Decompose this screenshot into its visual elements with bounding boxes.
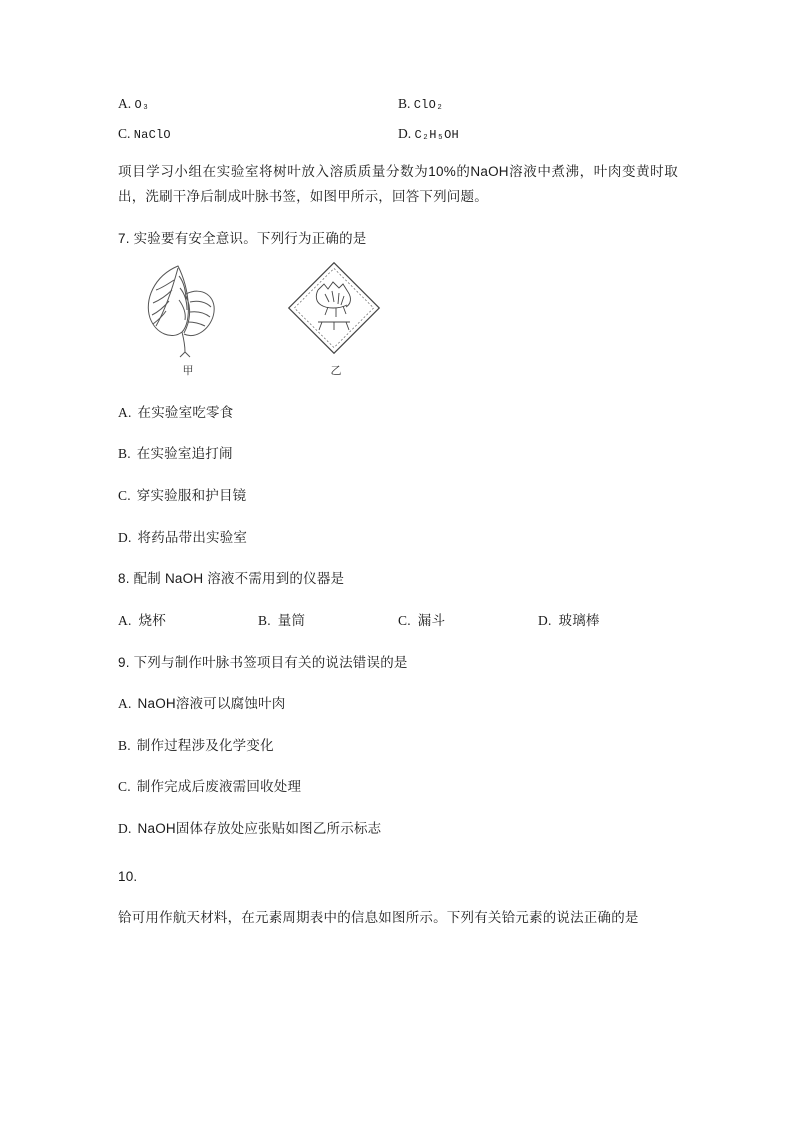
q9-choice-b-text: 制作过程涉及化学变化 bbox=[136, 737, 274, 753]
question-8-stem: 8. 配制 NaOH 溶液不需用到的仪器是 bbox=[118, 571, 345, 587]
q6-option-a-formula: O₃ bbox=[134, 98, 150, 112]
leaf-bookmark-drawing bbox=[128, 260, 248, 360]
q8-choice-c-text: 漏斗 bbox=[417, 612, 446, 628]
q9-choice-c-label: C. bbox=[118, 779, 131, 795]
q6-option-c bbox=[118, 126, 398, 142]
spacer bbox=[118, 384, 678, 400]
q9-choice-d-text: NaOH固体存放处应张贴如图乙所示标志 bbox=[137, 821, 382, 837]
spacer bbox=[118, 842, 678, 864]
q7-choice-a bbox=[118, 400, 678, 426]
q8-choices-row bbox=[118, 608, 678, 634]
leaf-bookmark-figure bbox=[128, 260, 248, 378]
q7-choice-c-text: 穿实验服和护目镜 bbox=[136, 487, 247, 503]
q6-option-a bbox=[118, 96, 398, 112]
q6-option-b bbox=[398, 96, 678, 112]
q8-choice-b-text: 量筒 bbox=[277, 612, 306, 628]
q8-choice-a-label: A. bbox=[118, 612, 132, 628]
corrosive-sign-drawing bbox=[276, 260, 396, 360]
q7-choice-b bbox=[118, 441, 678, 467]
q6-options-row-2 bbox=[118, 126, 678, 142]
question-10-number: 10. bbox=[118, 868, 138, 884]
q8-choice-c-label: C. bbox=[398, 612, 411, 628]
q9-choice-d bbox=[118, 816, 678, 842]
q7-choice-a-label: A. bbox=[118, 404, 132, 420]
q8-choice-b-label: B. bbox=[258, 612, 271, 628]
q8-choice-d-text: 玻璃棒 bbox=[558, 612, 600, 628]
leaf-bookmark-caption: 甲 bbox=[182, 364, 194, 377]
q6-option-c-label: C. bbox=[118, 126, 131, 142]
spacer bbox=[118, 210, 678, 226]
q7-choice-d-text: 将药品带出实验室 bbox=[137, 529, 248, 545]
q6-option-d-formula: C₂H₅OH bbox=[414, 128, 459, 143]
spacer bbox=[118, 758, 678, 774]
spacer bbox=[118, 800, 678, 816]
q6-option-a-label: A. bbox=[118, 96, 132, 111]
q6-option-b-formula: ClO₂ bbox=[413, 98, 444, 112]
q6-option-c-formula: NaClO bbox=[133, 128, 171, 143]
q9-choice-b bbox=[118, 733, 678, 759]
corrosive-warning-sign-figure bbox=[276, 260, 396, 378]
q7-choice-c-label: C. bbox=[118, 487, 131, 503]
question-7-stem: 7. 实验要有安全意识。下列行为正确的是 bbox=[118, 231, 367, 247]
q9-choice-a bbox=[118, 691, 678, 717]
spacer bbox=[118, 889, 678, 905]
q6-option-b-label: B. bbox=[398, 96, 411, 111]
q7-choice-b-label: B. bbox=[118, 446, 131, 462]
q7-choice-d-label: D. bbox=[118, 529, 132, 545]
q9-choice-a-text: NaOH溶液可以腐蚀叶肉 bbox=[137, 696, 286, 712]
spacer bbox=[118, 675, 678, 691]
q6-options-row-1 bbox=[118, 96, 678, 112]
spacer bbox=[118, 425, 678, 441]
spacer bbox=[118, 112, 678, 126]
spacer bbox=[118, 143, 678, 159]
q8-choice-d bbox=[538, 608, 678, 634]
q7-choice-b-text: 在实验室追打闹 bbox=[136, 446, 233, 462]
q6-option-d bbox=[398, 126, 678, 142]
q8-choice-d-label: D. bbox=[538, 612, 552, 628]
corrosive-sign-caption: 乙 bbox=[330, 364, 342, 377]
spacer bbox=[118, 467, 678, 483]
q9-choice-c-text: 制作完成后废液需回收处理 bbox=[136, 779, 302, 795]
q7-choice-d bbox=[118, 525, 678, 551]
q7-choice-c bbox=[118, 483, 678, 509]
spacer bbox=[118, 717, 678, 733]
question-9-stem: 9. 下列与制作叶脉书签项目有关的说法错误的是 bbox=[118, 654, 408, 670]
q9-choice-d-label: D. bbox=[118, 821, 132, 837]
q6-option-d-label: D. bbox=[398, 126, 412, 142]
question-10-stem: 铪可用作航天材料，在元素周期表中的信息如图所示。下列有关铪元素的说法正确的是 bbox=[118, 910, 639, 926]
q9-choice-b-label: B. bbox=[118, 737, 131, 753]
spacer bbox=[118, 592, 678, 608]
q8-choice-c bbox=[398, 608, 538, 634]
spacer bbox=[118, 634, 678, 650]
question-7-figures bbox=[118, 260, 678, 380]
q9-choice-c bbox=[118, 774, 678, 800]
intro-paragraph: 项目学习小组在实验室将树叶放入溶质质量分数为10%的NaOH溶液中煮沸，叶肉变黄时取出，洗刷干净后制成叶脉书签，如图甲所示，回答下列问题。 bbox=[118, 163, 678, 205]
q7-choice-a-text: 在实验室吃零食 bbox=[137, 404, 234, 420]
q8-choice-a-text: 烧杯 bbox=[138, 612, 166, 628]
q9-choice-a-label: A. bbox=[118, 696, 132, 712]
spacer bbox=[118, 509, 678, 525]
q8-choice-a bbox=[118, 608, 258, 634]
q8-choice-b bbox=[258, 608, 398, 634]
spacer bbox=[118, 550, 678, 566]
document-content bbox=[118, 96, 678, 931]
